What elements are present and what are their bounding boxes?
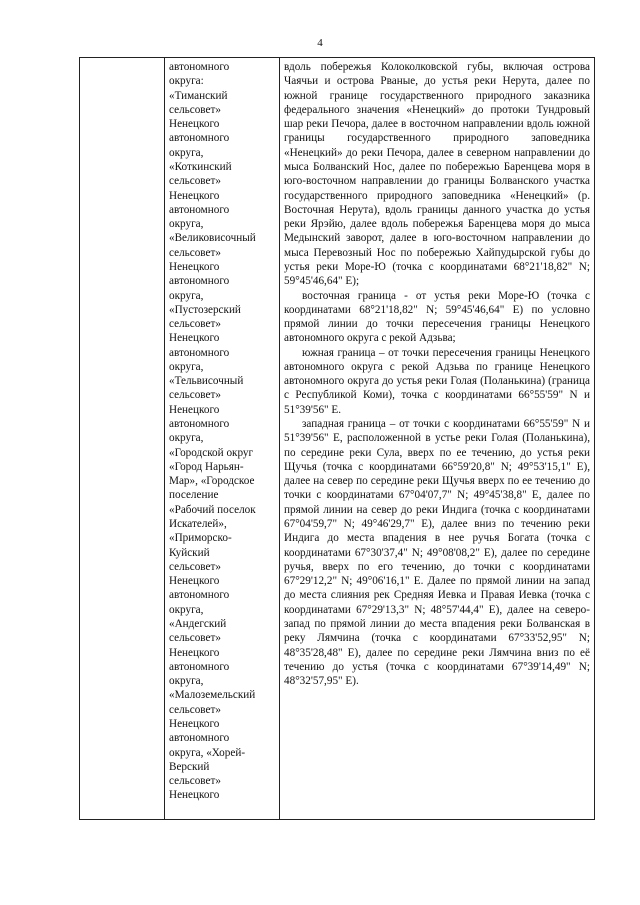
list-item: Ненецкого [169, 717, 220, 730]
list-item: округа, [169, 675, 204, 688]
list-item: Мар», «Городское [169, 475, 255, 488]
list-item: «Великовисочный [169, 232, 256, 245]
list-item: Ненецкого [169, 260, 220, 273]
list-item: поселение [169, 489, 219, 502]
south-boundary-paragraph: южная граница – от точки пересечения границы Ненецкого автономного округа с рекой Адзьва по границе Ненецкого автономного округа до устья реки Голая (Поланькина) (граница с Республикой Коми), точка с координатами 66°55'59" N и 51°39'56" E. [284, 346, 590, 416]
list-item: «Городской округ [169, 446, 254, 459]
list-item: автономного [169, 132, 230, 145]
list-item: автономного [169, 732, 230, 745]
municipalities-cell [165, 58, 280, 820]
list-item: округа, [169, 360, 204, 373]
list-item: автономного [169, 275, 230, 288]
east-boundary-paragraph: восточная граница - от устья реки Море-Ю (точка с координатами 68°21'18,82" N; 59°45'46,64" E) по условно прямой линии до точки пересечения границы Ненецкого автономного округа с рекой Адзьва; [284, 289, 590, 345]
page-number: 4 [317, 37, 323, 49]
boundary-description-cell [280, 58, 595, 820]
list-item: «Приморско- [169, 532, 232, 545]
boundary-table [79, 57, 595, 820]
list-item: сельсовет» [169, 318, 221, 331]
list-item: округа, [169, 146, 204, 159]
list-item: автономного [169, 346, 230, 359]
list-item: Верский [169, 760, 210, 773]
list-item: округа, [169, 289, 204, 302]
list-item: Куйский [169, 546, 210, 559]
list-item: Ненецкого [169, 575, 220, 588]
list-item: сельсовет» [169, 246, 221, 259]
list-item: округа, [169, 603, 204, 616]
list-item: сельсовет» [169, 389, 221, 402]
list-item: «Тельвисочный [169, 375, 244, 388]
list-item: Ненецкого [169, 789, 220, 802]
list-item: сельсовет» [169, 560, 221, 573]
list-item: сельсовет» [169, 703, 221, 716]
list-item: автономного [169, 61, 230, 73]
list-item: сельсовет» [169, 103, 221, 116]
list-item: «Малоземельский [169, 689, 256, 702]
list-item: сельсовет» [169, 632, 221, 645]
list-item: «Город Нарьян- [169, 460, 244, 473]
list-item: Ненецкого [169, 118, 220, 131]
table-cell-empty [80, 58, 165, 820]
list-item: Ненецкого [169, 403, 220, 416]
list-item: Искателей», [169, 518, 227, 530]
list-item: автономного [169, 418, 230, 431]
list-item: «Тиманский [169, 89, 228, 102]
list-item: сельсовет» [169, 175, 221, 188]
list-item: округа, [169, 432, 204, 445]
list-item: Ненецкого [169, 332, 220, 345]
list-item: сельсовет» [169, 775, 221, 788]
list-item: Ненецкого [169, 189, 220, 202]
boundary-text-continuation: вдоль побережья Колоколковской губы, включая острова Чаячьи и острова Рваные, до устья реки Нерута, далее по южной границе государственного природного заказника федерального значения «Ненецкий» до протоки Тундровый шар реки Печора, далее в восточном направлении вдоль южной границы государственного природного заповедника «Ненецкий» до реки Печора, далее в северном направлении до мыса Болванский Нос, далее по побережью Баренцева моря в юго-восточном направлении до границы Болванского участка государственного природного заповедника «Ненецкий» (р. Восточная Нерута), вдоль границы данного участка до устья реки Ярэйю, далее вдоль побережья Баренцева моря до мыса Медынский заворот, далее в юго-восточном направлении до мыса Перевозный Нос по побережью Хайпудырской губы до устья реки Море-Ю (точка с координатами 68°21'18,82" N; 59°45'46,64" E); [284, 61, 590, 288]
table-row [80, 58, 595, 820]
west-boundary-paragraph: западная граница – от точки с координатами 66°55'59" N и 51°39'56" E, расположенной в устье реки Голая (Поланькина), по середине реки Сула, вверх по ее течению, до устья реки Щучья (точка с координатами 66°59'20,8" N; 49°53'15,1" E), далее на север по середине реки Щучья вверх по ее течению до точки с координатами 67°04'07,7" N; 49°45'38,8" E, далее по прямой линии на север до реки Индига (точка с координатами 67°04'59,7" N; 49°46'29,7" E), далее вниз по течению реки Индига до места впадения в нее ручья Богата (точка с координатами 67°30'37,4" N; 49°08'08,2" E), далее по середине ручья, вверх по его течению, до точки с координатами 67°29'12,2" N; 49°06'16,1" E. Далее по прямой линии на запад до места слияния рек Средняя Иевка и Правая Иевка (точка с координатами 67°29'13,3" N; 48°57'44,4" E), далее на северо-запад по прямой линии до места впадения реки Болванская в реку Лямчина (точка с координатами 67°33'52,95" N; 48°35'28,48" E), далее по середине реки Лямчина вниз по её течению до устья (точка с координатами 67°39'14,49" N; 48°32'57,95" E). [284, 418, 590, 688]
list-item: автономного [169, 203, 230, 216]
list-item: автономного [169, 589, 230, 602]
list-item: «Пустозерский [169, 303, 241, 316]
list-item: автономного [169, 660, 230, 673]
list-item: «Андегский [169, 617, 227, 630]
list-item: «Коткинский [169, 160, 232, 173]
list-item: Ненецкого [169, 646, 220, 659]
list-item: округа, [169, 218, 204, 231]
list-item: округа: [169, 75, 204, 88]
list-item: округа, «Хорей- [169, 746, 246, 759]
list-item: «Рабочий поселок [169, 503, 256, 516]
